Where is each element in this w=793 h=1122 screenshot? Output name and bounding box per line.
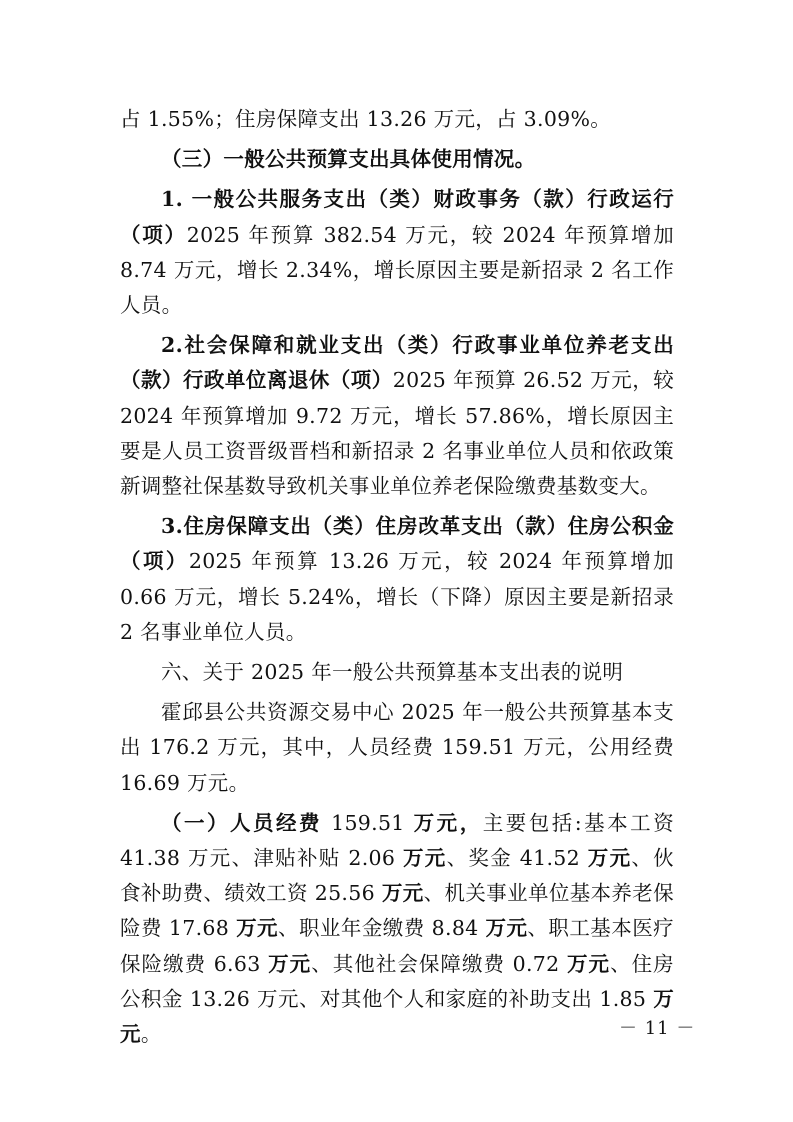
- section-3-heading: （三）一般公共预算支出具体使用情况。: [161, 147, 536, 172]
- item-3-body: 2025 年预算 13.26 万元，较 2024 年预算增加 0.66 万元，增长 5.24%，增长（下降）原因主要是新招录 2 名事业单位人员。: [120, 549, 674, 644]
- unit-wan-yuan: 万元: [567, 951, 611, 976]
- personnel-segment: 、职工基本医疗保险缴费 6.63: [120, 916, 674, 976]
- unit-wan-yuan: 万元: [381, 881, 424, 906]
- document-body: [120, 102, 674, 1052]
- unit-wan-yuan: 万元: [120, 986, 674, 1047]
- unit-wan-yuan: 万元: [236, 916, 278, 941]
- item-1-body: 2025 年预算 382.54 万元，较 2024 年预算增加 8.74 万元，增长 2.34%，增长原因主要是新招录 2 名工作人员。: [120, 222, 674, 318]
- personnel-lead-unit: 万元，: [413, 810, 483, 835]
- item-2-heading: 2.社会保障和就业支出（类）行政事业单位养老支出（款）行政单位离退休（项）: [120, 333, 674, 393]
- paragraph-continued: 占 1.55%；住房保障支出 13.26 万元，占 3.09%。: [120, 107, 612, 131]
- section-6-body: 霍邱县公共资源交易中心 2025 年一般公共预算基本支出 176.2 万元，其中，人员经费 159.51 万元，公用经费 16.69 万元。: [120, 700, 674, 795]
- personnel-segment: 主要包括:基本工资 41.38 万元、津贴补贴 2.06: [120, 810, 674, 871]
- unit-wan-yuan: 万元: [403, 846, 447, 871]
- personnel-segment: 。: [140, 1022, 162, 1047]
- item-2-body: 2025 年预算 26.52 万元，较 2024 年预算增加 9.72 万元，增长 57.86%，增长原因主要是人员工资晋级晋档和新招录 2 名事业单位人员和依政策新调整社保基数导致机关事业单位养老保险缴费基数变大。: [120, 368, 675, 499]
- personnel-expense-paragraph: [120, 806, 674, 1052]
- personnel-segment: 、奖金 41.52: [446, 846, 588, 871]
- item-3-paragraph: [120, 509, 674, 650]
- personnel-segment: 、住房公积金 13.26 万元、对其他个人和家庭的补助支出 1.85: [120, 951, 674, 1011]
- personnel-segment: 、职业年金缴费 8.84: [277, 916, 486, 941]
- personnel-lead-label: （一）人员经费: [161, 810, 323, 835]
- item-1-paragraph: [120, 182, 674, 323]
- item-2-paragraph: [120, 328, 674, 504]
- personnel-segment: 、机关事业单位基本养老保险费 17.68: [120, 881, 674, 941]
- personnel-segment: 、其他社会保障缴费 0.72: [311, 951, 568, 976]
- item-1-heading: 1. 一般公共服务支出（类）财政事务（款）行政运行（项）: [120, 187, 674, 247]
- unit-wan-yuan: 万元: [268, 951, 312, 976]
- item-3-heading: 3.住房保障支出（类）住房改革支出（款）住房公积金（项）: [120, 514, 674, 574]
- section-6-heading: 六、关于 2025 年一般公共预算基本支出表的说明: [161, 660, 624, 685]
- personnel-lead-amount: 159.51: [322, 810, 414, 835]
- personnel-segment: 、伙食补助费、绩效工资 25.56: [120, 846, 674, 906]
- unit-wan-yuan: 万元: [485, 916, 528, 941]
- page-number: － 11 －: [619, 1018, 696, 1039]
- unit-wan-yuan: 万元: [587, 846, 632, 871]
